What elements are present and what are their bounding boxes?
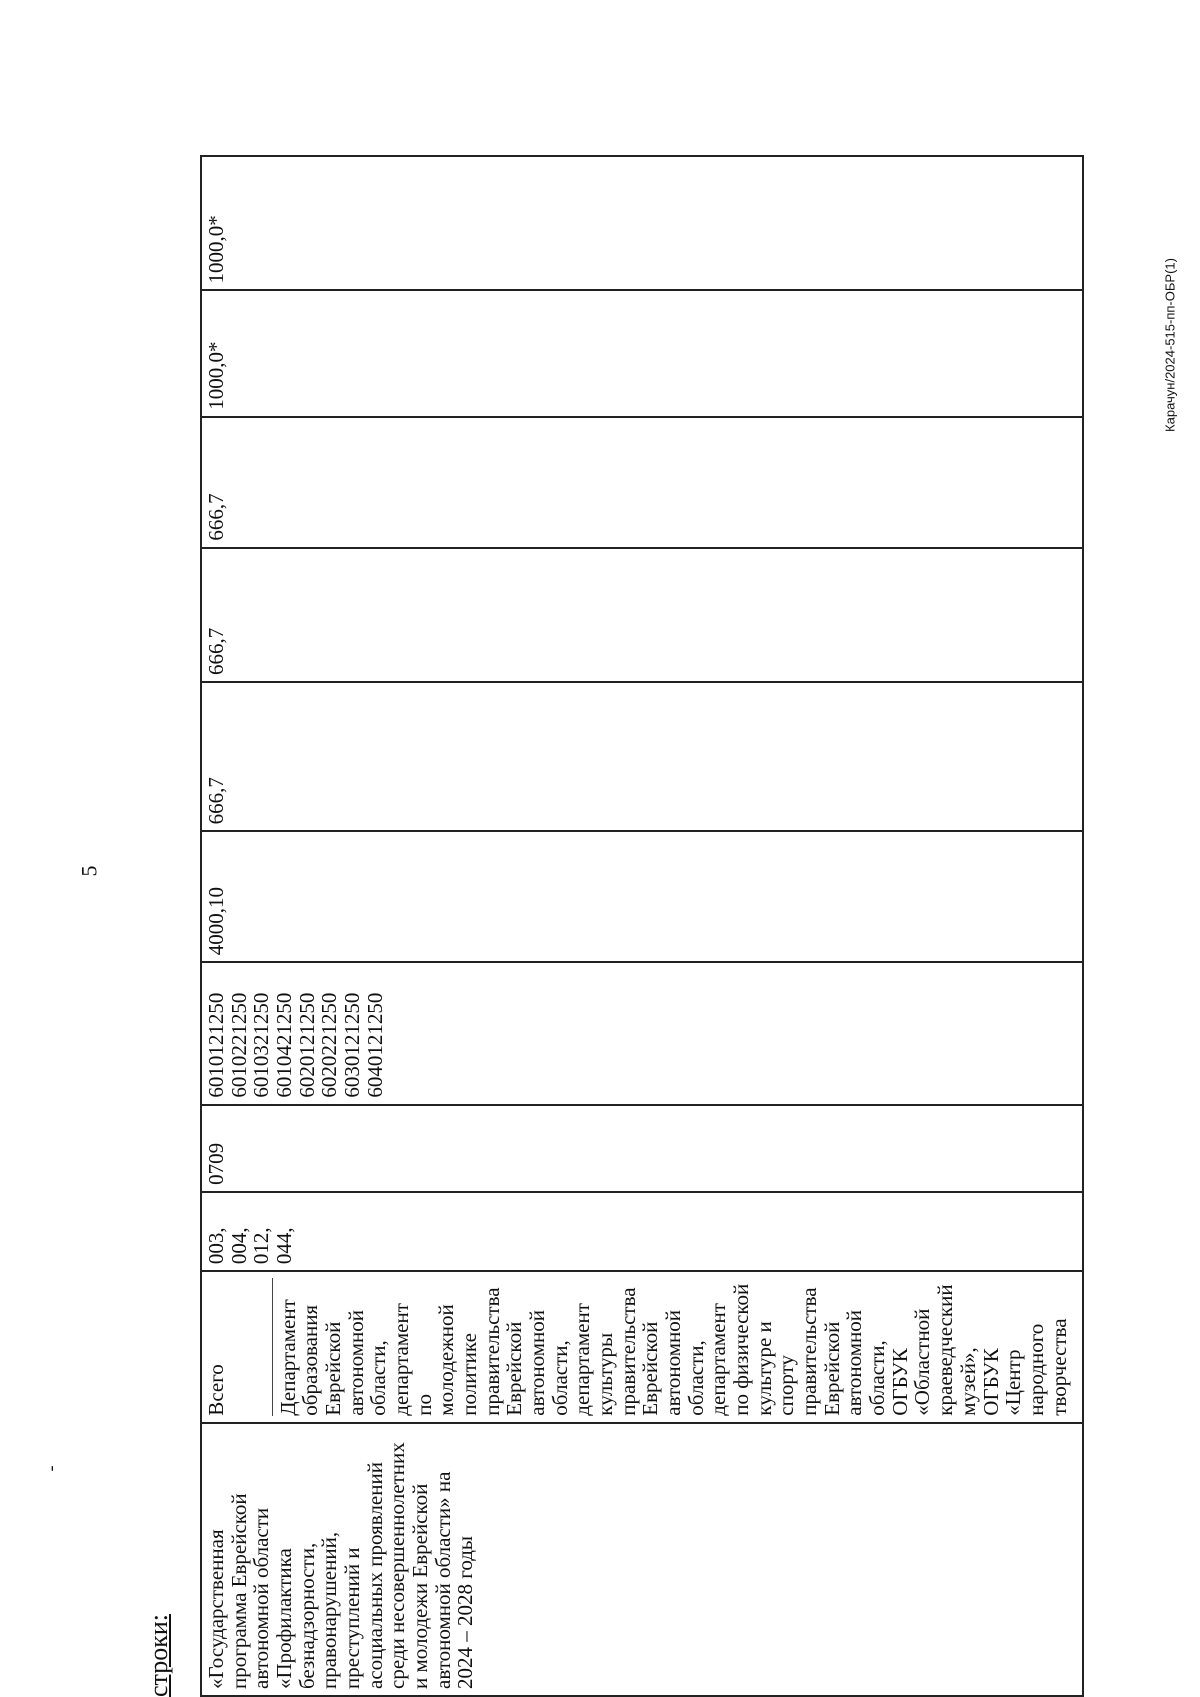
target-code-cell <box>201 962 1083 1104</box>
value-2026: 666,7 <box>204 493 228 541</box>
document-id-container <box>1160 230 1180 460</box>
value-2028-cell <box>201 156 1083 290</box>
rotated-content <box>138 0 1098 1697</box>
value-total: 4000,10 <box>204 886 228 956</box>
top-dash-mark: - <box>40 1465 61 1472</box>
table-row <box>201 156 1083 1696</box>
value-2025: 666,7 <box>204 627 228 676</box>
executor-total: Всего <box>205 1278 273 1416</box>
document-id: Карачун/2024-515-пп-ОБР(1) <box>1162 258 1178 432</box>
executor-list: Департамент образования Еврейской автономной области, департамент по молодежной политике правительства Еврейской автономной области, департамент культуры правительства Еврейской автономной области, департамент по физической культуре и спорту правительства Еврейской автономной области, ОГБУК «Областной краеведческий музей», ОГБУК «Центр народного творчества <box>275 1283 1071 1416</box>
value-total-cell <box>201 831 1083 962</box>
value-2026-cell <box>201 417 1083 548</box>
target-code: 6030121250 <box>340 992 365 1098</box>
target-code: 6020121250 <box>294 992 319 1098</box>
target-code: 6020221250 <box>317 992 342 1098</box>
value-2027: 1000,0* <box>204 341 228 410</box>
section-code-cell <box>201 1105 1083 1192</box>
value-2025-cell <box>201 548 1083 682</box>
grbs-code-cell <box>201 1192 1083 1271</box>
value-2024: 666,7 <box>204 777 228 825</box>
program-name: «Государственная программа Еврейской автономной области «Профилактика безнадзорности, правонарушений, преступлений и асоциальных проявлений среди несовершеннолетних и молодежи Еврейской автономной области» на 2024 – 2028 годы <box>204 1442 478 1689</box>
grbs-code: 003, <box>204 1227 228 1265</box>
grbs-code: 004, <box>226 1227 251 1265</box>
program-name-cell <box>201 1423 1083 1696</box>
value-2024-cell <box>201 682 1083 831</box>
target-code: 6010121250 <box>204 992 228 1098</box>
grbs-code: 012, <box>249 1227 274 1265</box>
page-number: 5 <box>76 865 102 877</box>
value-2027-cell <box>201 290 1083 416</box>
target-code: 6010321250 <box>249 992 274 1098</box>
value-2028: 1000,0* <box>204 215 228 284</box>
target-code: 6010421250 <box>272 992 297 1098</box>
budget-table <box>200 155 1084 1697</box>
executor-cell <box>201 1271 1083 1423</box>
section-label: строки: <box>144 1614 173 1697</box>
grbs-code: 044, <box>272 1227 297 1265</box>
section-code: 0709 <box>204 1142 228 1185</box>
target-code: 6040121250 <box>362 992 387 1098</box>
target-code: 6010221250 <box>226 992 251 1098</box>
